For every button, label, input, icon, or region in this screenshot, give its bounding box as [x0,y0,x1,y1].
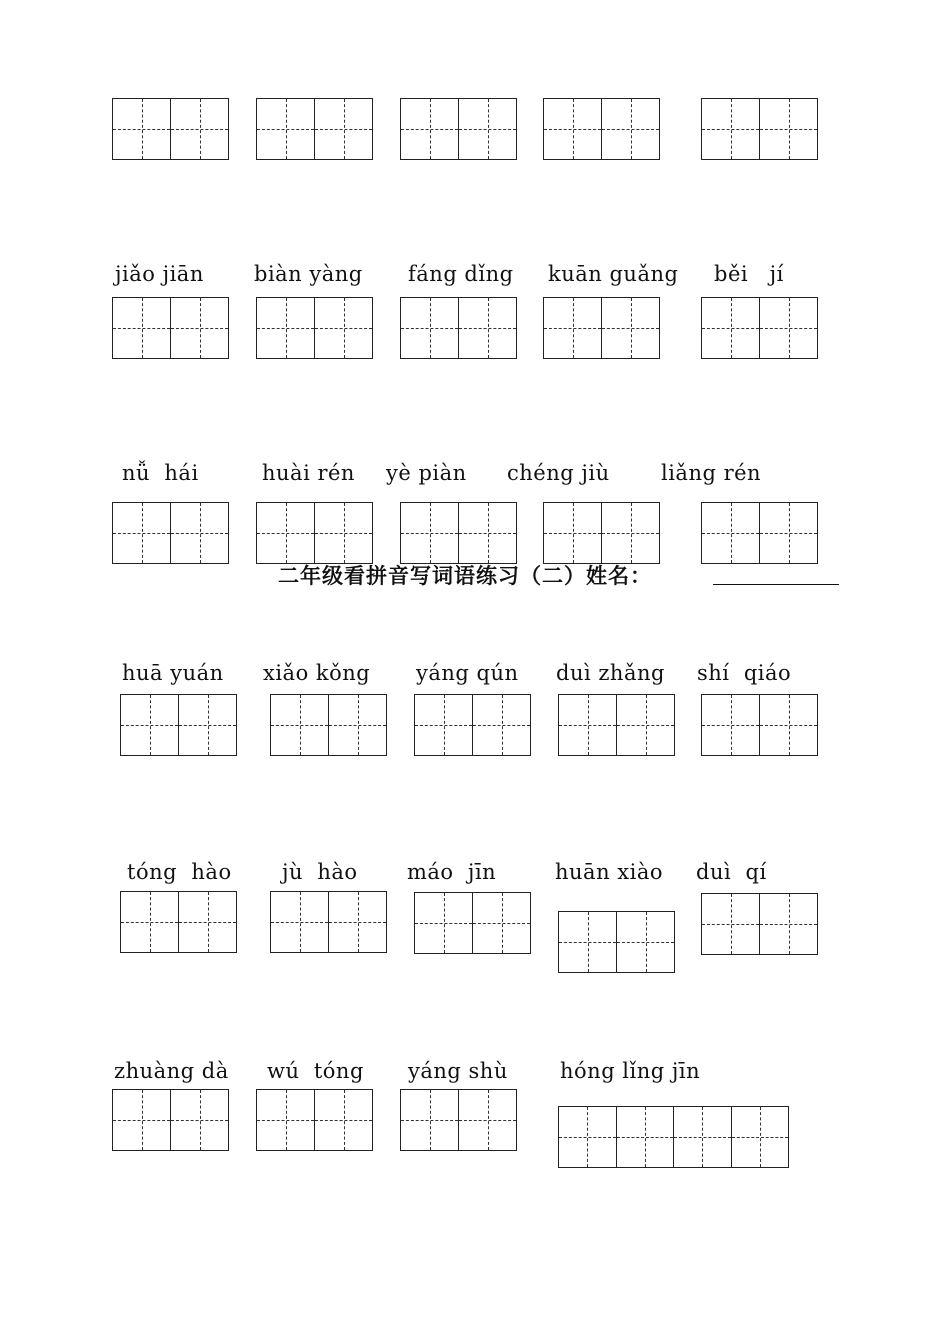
worksheet-title: 二年级看拼音写词语练习（二）姓名： [278,564,652,588]
pinyin-label: yáng qún [416,661,519,685]
writing-grid[interactable] [112,98,229,160]
pinyin-label: huā yuán [122,661,224,685]
writing-grid[interactable] [120,694,237,756]
writing-grid[interactable] [400,98,517,160]
writing-grid[interactable] [400,1089,517,1151]
pinyin-label: yáng shù [408,1059,508,1083]
writing-grid[interactable] [558,694,675,756]
writing-grid[interactable] [120,891,237,953]
writing-grid[interactable] [112,502,229,564]
writing-grid[interactable] [543,98,660,160]
pinyin-label: xiǎo kǒng [263,661,371,685]
pinyin-label: huài rén [262,461,355,485]
writing-grid[interactable] [701,98,818,160]
writing-grid[interactable] [543,502,660,564]
pinyin-label: kuān guǎng [548,262,679,286]
writing-grid[interactable] [256,98,373,160]
writing-grid[interactable] [701,893,818,955]
pinyin-label: biàn yàng [254,262,363,286]
writing-grid[interactable] [270,891,387,953]
writing-grid[interactable] [543,297,660,359]
pinyin-label: yè piàn [386,461,467,485]
writing-grid[interactable] [256,502,373,564]
writing-grid[interactable] [256,297,373,359]
pinyin-label: jù hào [282,860,358,884]
name-blank-line[interactable] [713,584,839,585]
writing-grid[interactable] [701,694,818,756]
writing-grid[interactable] [558,911,675,973]
writing-grid[interactable] [112,297,229,359]
writing-grid[interactable] [400,297,517,359]
pinyin-label: hóng lǐng jīn [560,1059,701,1083]
writing-grid[interactable] [256,1089,373,1151]
pinyin-label: chéng jiù [507,461,610,485]
pinyin-label: běi jí [714,262,784,286]
writing-grid[interactable] [558,1106,789,1168]
pinyin-label: máo jīn [407,860,497,884]
writing-grid[interactable] [112,1089,229,1151]
pinyin-label: shí qiáo [697,661,792,685]
pinyin-label: jiǎo jiān [115,262,204,286]
writing-grid[interactable] [414,892,531,954]
pinyin-label: zhuàng dà [114,1059,229,1083]
pinyin-label: nǚ hái [122,461,199,485]
pinyin-label: fáng dǐng [408,262,514,286]
pinyin-label: tóng hào [127,860,232,884]
writing-grid[interactable] [701,502,818,564]
pinyin-label: duì zhǎng [556,661,665,685]
writing-grid[interactable] [414,694,531,756]
pinyin-label: huān xiào [555,860,663,884]
pinyin-label: duì qí [696,860,767,884]
writing-grid[interactable] [270,694,387,756]
pinyin-label: liǎng rén [661,461,762,485]
pinyin-label: wú tóng [267,1059,364,1083]
writing-grid[interactable] [400,502,517,564]
writing-grid[interactable] [701,297,818,359]
